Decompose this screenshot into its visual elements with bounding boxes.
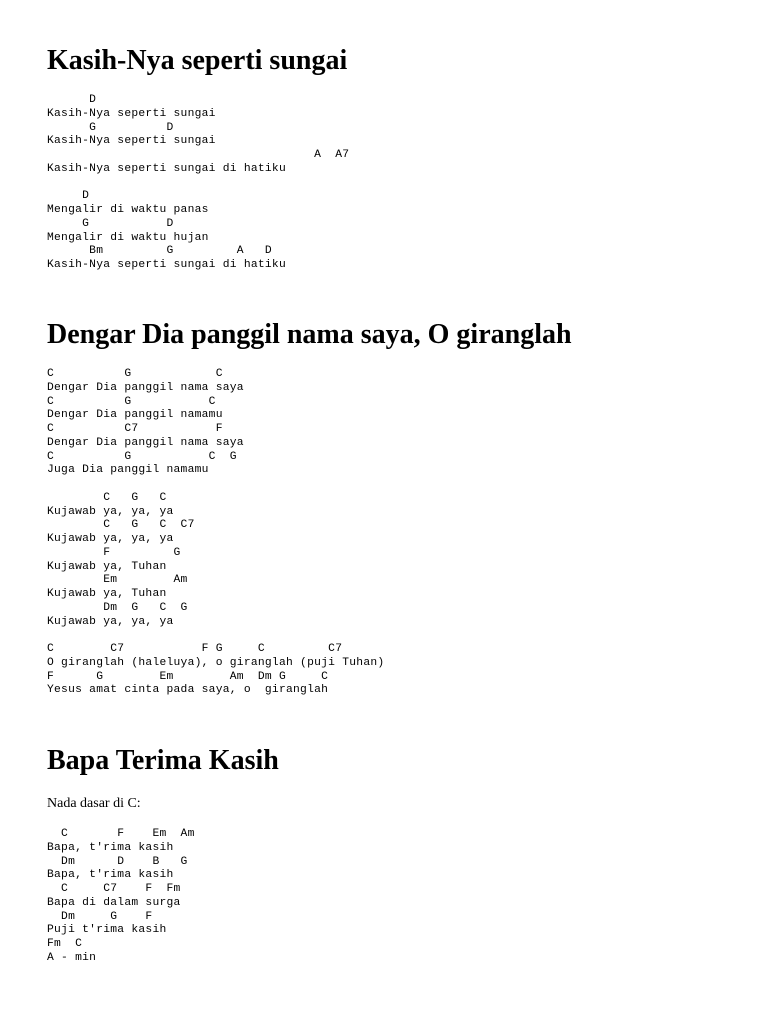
song-title: Kasih-Nya seperti sungai — [47, 45, 348, 76]
chord-lyrics-block: D Kasih-Nya seperti sungai G D Kasih-Nya seperti sungai A A7 Kasih-Nya seperti sungai di hatiku D Mengalir di waktu panas G D Mengalir di waktu hujan Bm G A D Kasih-Nya seperti sungai di hatiku — [47, 94, 350, 271]
song-title: Dengar Dia panggil nama saya, O giranglah — [47, 319, 572, 350]
chord-lyrics-block: C G C Dengar Dia panggil nama saya C G C Dengar Dia panggil namamu C C7 F Dengar Dia panggil nama saya C G C G Juga Dia panggil namamu C G C Kujawab ya, ya, ya C G C C7 Kujawab ya, ya, ya F G Kujawab ya, Tuhan Em Am Kujawab ya, Tuhan Dm G C G Kujawab ya, ya, ya C C7 F G C C7 O giranglah (haleluya), o giranglah (puji Tuhan) F G Em Am Dm G C Yesus amat cinta pada saya, o giranglah — [47, 368, 385, 697]
song-title: Bapa Terima Kasih — [47, 745, 279, 776]
chord-lyrics-block: C F Em Am Bapa, t'rima kasih Dm D B G Bapa, t'rima kasih C C7 F Fm Bapa di dalam surga Dm G F Puji t'rima kasih Fm C A - min — [47, 828, 195, 964]
key-note: Nada dasar di C: — [47, 796, 141, 811]
